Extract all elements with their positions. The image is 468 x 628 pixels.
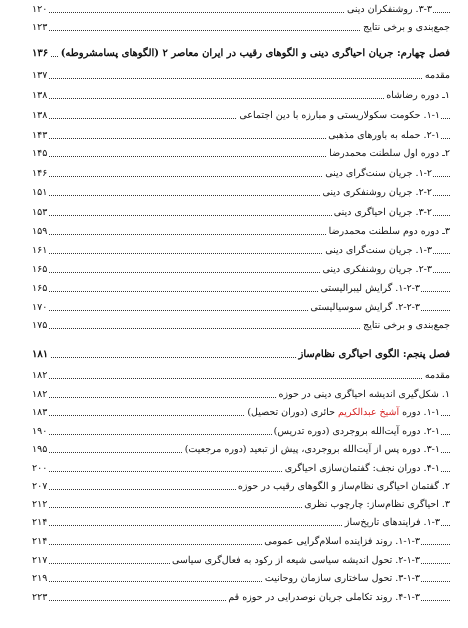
- toc-entry: [0, 387, 450, 403]
- toc-entry: [0, 262, 450, 278]
- page-number: ۱۳۶: [32, 46, 50, 62]
- page-number: ۲۰۰: [32, 461, 49, 477]
- page-number: ۱۴۶: [32, 166, 49, 182]
- entry-title: ۱-۱. حکومت سکولاریستی و مبارزه با دین اجتماعی: [237, 108, 440, 124]
- page-number: ۱۸۲: [32, 387, 49, 403]
- toc-entry: [0, 224, 450, 240]
- entry-title: ۲-۱. دوره آیت‌الله بروجردی (دوره تدریس): [272, 424, 440, 440]
- entry-title: ۳-۳. روشنفکران دینی: [345, 2, 432, 18]
- toc-entry: [0, 68, 450, 84]
- page-number: ۱۶۱: [32, 243, 49, 259]
- entry-title: ۱-۲-۳. گرایش لیبرالیستی: [319, 281, 420, 297]
- page-number: ۱۹۵: [32, 442, 49, 458]
- page-number: ۱۸۳: [32, 405, 49, 421]
- toc-entry: [0, 205, 450, 221]
- toc-entry: [0, 534, 450, 550]
- entry-title: ۱-۳. جریان سنت‌گرای دینی: [323, 243, 432, 259]
- page-number: ۲۲۳: [32, 590, 49, 606]
- toc-entry: [0, 146, 450, 162]
- entry-title: ۲ـ دوره اول سلطنت محمدرضا: [327, 146, 450, 162]
- entry-title: مقدمه: [423, 368, 450, 384]
- entry-title: ۱. شکل‌گیری اندیشه احیاگری دینی در حوزه: [277, 387, 451, 403]
- entry-title: ۴-۱. دوران نجف: گفتمان‌سازی احیاگری: [283, 461, 440, 477]
- toc-entry: [0, 300, 450, 316]
- toc-entry: [0, 88, 450, 104]
- page-number: ۱۶۵: [32, 262, 49, 278]
- toc-entry: [0, 515, 450, 531]
- page-number: ۲۱۴: [32, 515, 49, 531]
- entry-title: فصل پنجم: الگوی احیاگری نظام‌ساز: [296, 347, 450, 363]
- page-number: ۱۴۳: [32, 128, 49, 144]
- entry-title: ۲. گفتمان احیاگری نظام‌ساز و الگوهای رقیب در حوزه: [236, 479, 450, 495]
- toc-entry: [0, 479, 450, 495]
- entry-title: ۱ـ دوره رضاشاه: [384, 88, 450, 104]
- page-number: ۱۳۸: [32, 108, 49, 124]
- page-number: ۱۵۱: [32, 185, 49, 201]
- entry-title: ۲-۱. حمله به باورهای مذهبی: [326, 128, 440, 144]
- page-number: ۱۲۳: [32, 20, 49, 36]
- entry-title: جمع‌بندی و برخی نتایج: [361, 318, 450, 334]
- entry-title: ۱-۳. فرایندهای تاریخ‌ساز: [343, 515, 440, 531]
- entry-title: ۲-۳. جریان روشنفکری دینی: [320, 262, 432, 278]
- entry-title: ۳-۱. دوره پس از آیت‌الله بروجردی، پیش از تبعید (دوره مرجعیت): [183, 442, 440, 458]
- toc-entry: [0, 243, 450, 259]
- entry-title: [245, 405, 440, 421]
- entry-title: ۳-۱-۳. تحول ساختاری سازمان روحانیت: [263, 571, 420, 587]
- toc-entry: [0, 318, 450, 334]
- entry-title: ۲-۲-۳. گرایش سوسیالیستی: [308, 300, 420, 316]
- entry-title: ۱-۱-۳. روند فزاینده اسلام‌گرایی عمومی: [262, 534, 420, 550]
- page-number: ۱۵۹: [32, 224, 49, 240]
- entry-title: ۳-۲. جریان احیاگری دینی: [332, 205, 432, 221]
- toc-entry: [0, 166, 450, 182]
- highlighted-name: آشیخ عبدالکریم: [337, 407, 400, 418]
- page-number: ۱۹۰: [32, 424, 49, 440]
- toc-entry: [0, 2, 450, 18]
- page-number: ۱۲۰: [32, 2, 49, 18]
- entry-title: ۱-۲. جریان سنت‌گرای دینی: [323, 166, 432, 182]
- entry-title: ۴-۱-۳. روند تکاملی جریان نوصدرایی در حوزه قم: [226, 590, 420, 606]
- toc-entry: [0, 20, 450, 36]
- page-number: ۲۱۴: [32, 534, 49, 550]
- entry-title: ۳. احیاگری نظام‌ساز: چارچوب نظری: [302, 497, 450, 513]
- page-number: ۱۷۰: [32, 300, 49, 316]
- page-number: ۱۴۵: [32, 146, 49, 162]
- toc-entry: [0, 368, 450, 384]
- page-number: ۱۸۲: [32, 368, 49, 384]
- toc-entry: [0, 128, 450, 144]
- toc-entry: [0, 590, 450, 606]
- page-number: ۱۳۸: [32, 88, 49, 104]
- toc-entry: [0, 281, 450, 297]
- page-number: ۱۳۷: [32, 68, 49, 84]
- entry-title: ۲-۲. جریان روشنفکری دینی: [320, 185, 432, 201]
- page-number: ۱۶۵: [32, 281, 49, 297]
- page-number: ۲۱۹: [32, 571, 49, 587]
- toc-entry: [0, 497, 450, 513]
- chapter-heading-row: [0, 347, 450, 363]
- toc-entry: [0, 185, 450, 201]
- entry-title: فصل چهارم: جریان احیاگری دینی و الگوهای رقیب در ایران معاصر ۲ (الگوهای پسامشروطه): [59, 46, 450, 62]
- leader-dots: [36, 78, 450, 79]
- toc-entry: [0, 108, 450, 124]
- page-number: ۲۱۲: [32, 497, 49, 513]
- entry-title: جمع‌بندی و برخی نتایج: [361, 20, 450, 36]
- page-number: ۲۰۷: [32, 479, 49, 495]
- toc-entry: [0, 571, 450, 587]
- entry-title: ۳ـ دوره دوم سلطنت محمدرضا: [327, 224, 450, 240]
- entry-title-part: حائری (دوران تحصیل): [247, 407, 338, 418]
- page-number: ۱۵۳: [32, 205, 49, 221]
- page-number: ۲۱۷: [32, 553, 49, 569]
- entry-title: ۲-۱-۳. تحول اندیشه سیاسی شیعه از رکود به فعال‌گری سیاسی: [170, 553, 420, 569]
- page-number: ۱۷۵: [32, 318, 49, 334]
- toc-entry: [0, 405, 450, 421]
- page-number: ۱۸۱: [32, 347, 50, 363]
- entry-title-part: ۱-۱. دوره: [399, 407, 440, 418]
- toc-entry: [0, 461, 450, 477]
- chapter-heading-row: [0, 46, 450, 62]
- entry-title: مقدمه: [423, 68, 450, 84]
- toc-entry: [0, 442, 450, 458]
- leader-dots: [36, 378, 450, 379]
- toc-entry: [0, 553, 450, 569]
- toc-entry: [0, 424, 450, 440]
